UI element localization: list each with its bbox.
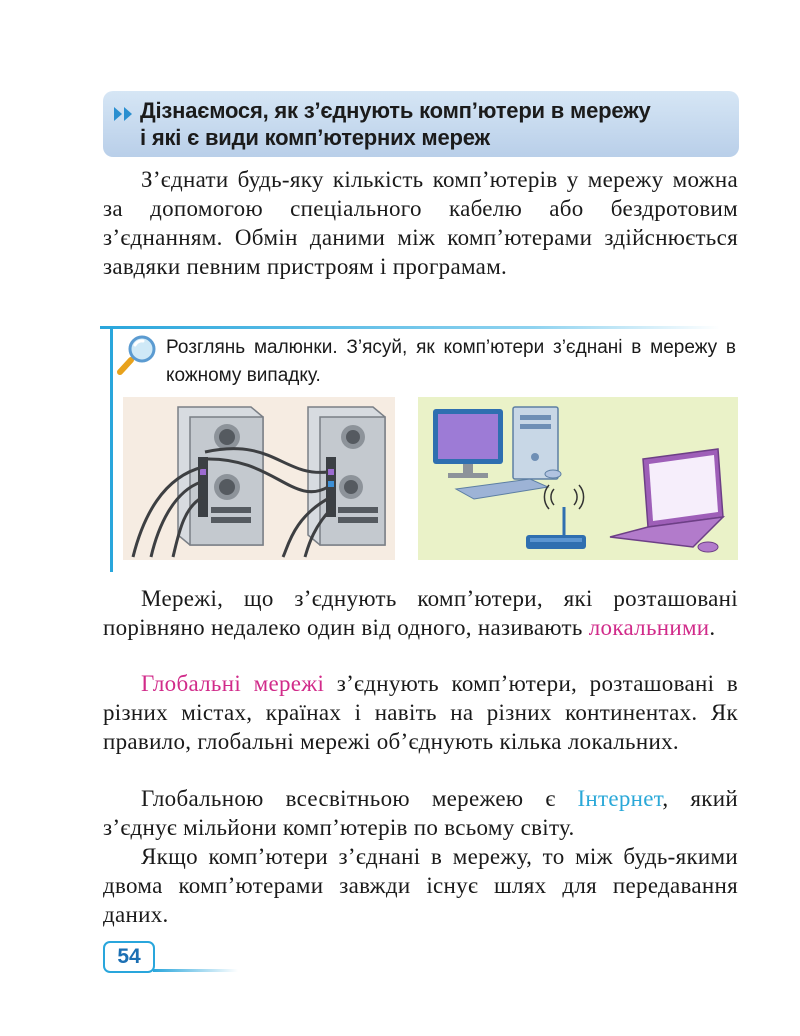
- term-local: локальними: [588, 615, 710, 640]
- section-title-line2: і які є види комп’ютерних мереж: [140, 125, 490, 150]
- section-title-line1: Дізнаємося, як з’єднують комп’ютери в мережу: [140, 98, 651, 123]
- global-networks-paragraph: [103, 669, 738, 756]
- page-number-line: [153, 969, 238, 972]
- data-path-paragraph: Якщо комп’ютери з’єднані в мережу, то між будь-якими двома комп’ютерами завжди існує шлях для передавання даних.: [103, 844, 738, 927]
- section-header: [103, 91, 739, 157]
- double-arrow-icon: [113, 105, 135, 123]
- internet-text: Глобальною всесвітньою мережею є: [141, 786, 578, 811]
- magnifier-icon: [117, 333, 159, 375]
- page-number: 54: [103, 941, 155, 973]
- wired-computers-illustration: [123, 397, 395, 560]
- term-global-networks: Глобальні мережі: [141, 671, 325, 696]
- note-margin-line: [110, 328, 113, 572]
- local-networks-paragraph: [103, 584, 738, 642]
- task-instruction: Розглянь малюнки. З’ясуй, як комп’ютери з’єднані в мережу в кожному випадку.: [166, 337, 736, 386]
- term-internet: Інтернет: [577, 786, 663, 811]
- internet-end: , який з’єднує мільйони комп’ютерів по всьому світу.: [103, 786, 738, 840]
- local-networks-text: Мережі, що з’єднують комп’ютери, які розташовані порівняно недалеко один від одного, називають: [103, 586, 738, 640]
- local-networks-end: .: [709, 615, 716, 640]
- note-divider: [100, 326, 720, 329]
- section-title: [140, 97, 730, 151]
- wifi-computers-illustration: [418, 397, 738, 560]
- global-networks-text: з’єднують комп’ютери, розташовані в різних містах, країнах і навіть на різних континентах. Як правило, глобальні мережі об’єднують кілька локальних.: [103, 671, 738, 754]
- intro-paragraph: З’єднати будь-яку кількість комп’ютерів у мережу можна за допомогою спеціального кабелю або бездротовим з’єднанням. Обмін даними між комп’ютерами здійснюється завдяки певним пристроям і програмам.: [103, 167, 738, 279]
- internet-paragraph: [103, 784, 738, 842]
